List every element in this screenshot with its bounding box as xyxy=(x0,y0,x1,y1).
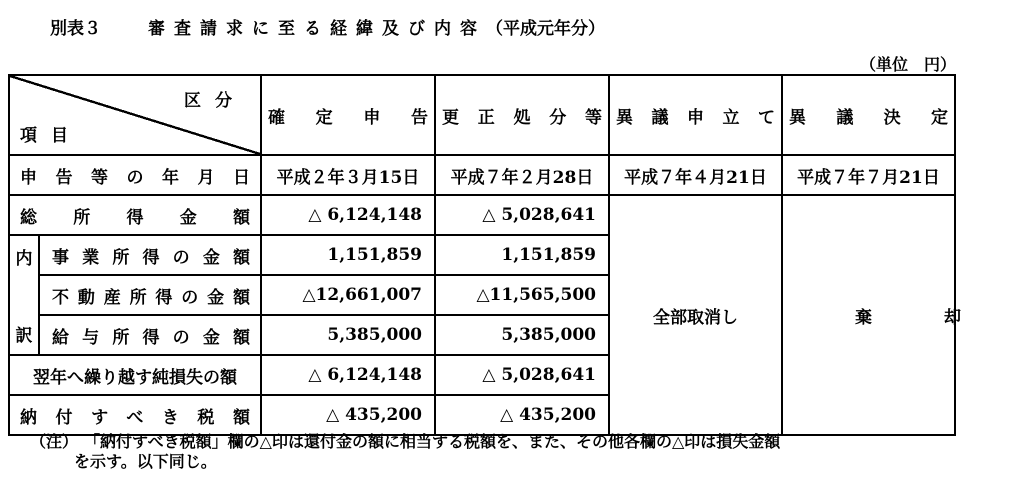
table-number: 別表３ xyxy=(50,19,101,39)
row-label-business-income: 事業所得の金額 xyxy=(39,235,261,275)
document-title xyxy=(50,14,605,39)
corner-header-cell xyxy=(9,75,261,155)
cell-tax-payable-final-return: △ 435,200 xyxy=(261,395,435,435)
row-label-salary-income: 給与所得の金額 xyxy=(39,315,261,355)
cell-carryover-loss-correction: △ 5,028,641 xyxy=(435,355,609,395)
table-row-date xyxy=(9,155,955,195)
column-header-final-return: 確定申告 xyxy=(261,75,435,155)
cell-decision-content: 棄却 xyxy=(782,195,955,435)
cell-date-correction: 平成７年２月28日 xyxy=(435,155,609,195)
column-header-decision: 異議決定 xyxy=(782,75,955,155)
title-year: （平成元年分） xyxy=(486,19,605,39)
table-row-total-income xyxy=(9,195,955,235)
breakdown-label-bottom: 訳 xyxy=(15,326,33,346)
cell-objection-content: 全部取消し xyxy=(609,195,782,435)
cell-salary-income-final-return: 5,385,000 xyxy=(261,315,435,355)
column-header-correction: 更正処分等 xyxy=(435,75,609,155)
corner-label-item: 項目 xyxy=(20,126,82,146)
cell-real-estate-income-correction: △11,565,500 xyxy=(435,275,609,315)
cell-real-estate-income-final-return: △12,661,007 xyxy=(261,275,435,315)
header-row xyxy=(9,75,955,155)
footnote-line-1: 「納付すべき税額」欄の△印は還付金の額に相当する税額を、また、その他各欄の△印は損失金額 xyxy=(84,432,781,451)
title-main: 審査請求に至る経緯及び内容 xyxy=(148,19,486,39)
cell-carryover-loss-final-return: △ 6,124,148 xyxy=(261,355,435,395)
column-header-objection: 異議申立て xyxy=(609,75,782,155)
footnote xyxy=(30,432,780,472)
cell-business-income-correction: 1,151,859 xyxy=(435,235,609,275)
row-label-real-estate-income: 不動産所得の金額 xyxy=(39,275,261,315)
details-table xyxy=(8,74,1033,436)
cell-tax-payable-correction: △ 435,200 xyxy=(435,395,609,435)
breakdown-label-top: 内 xyxy=(15,249,33,269)
cell-date-objection: 平成７年４月21日 xyxy=(609,155,782,195)
cell-business-income-final-return: 1,151,859 xyxy=(261,235,435,275)
footnote-mark: （注） xyxy=(30,432,79,451)
row-label-tax-payable: 納付すべき税額 xyxy=(9,395,261,435)
cell-date-decision: 平成７年７月21日 xyxy=(782,155,955,195)
row-label-total-income: 総所得金額 xyxy=(9,195,261,235)
cell-date-final-return: 平成２年３月15日 xyxy=(261,155,435,195)
row-label-carryover-loss: 翌年へ繰り越す純損失の額 xyxy=(9,355,261,395)
cell-salary-income-correction: 5,385,000 xyxy=(435,315,609,355)
cell-total-income-correction: △ 5,028,641 xyxy=(435,195,609,235)
row-label-date: 申告等の年月日 xyxy=(9,155,261,195)
footnote-line-2: を示す。以下同じ。 xyxy=(74,452,217,471)
cell-total-income-final-return: △ 6,124,148 xyxy=(261,195,435,235)
corner-label-category: 区分 xyxy=(184,91,246,111)
unit-label: （単位 円） xyxy=(859,55,956,74)
breakdown-label-cell xyxy=(9,235,39,355)
